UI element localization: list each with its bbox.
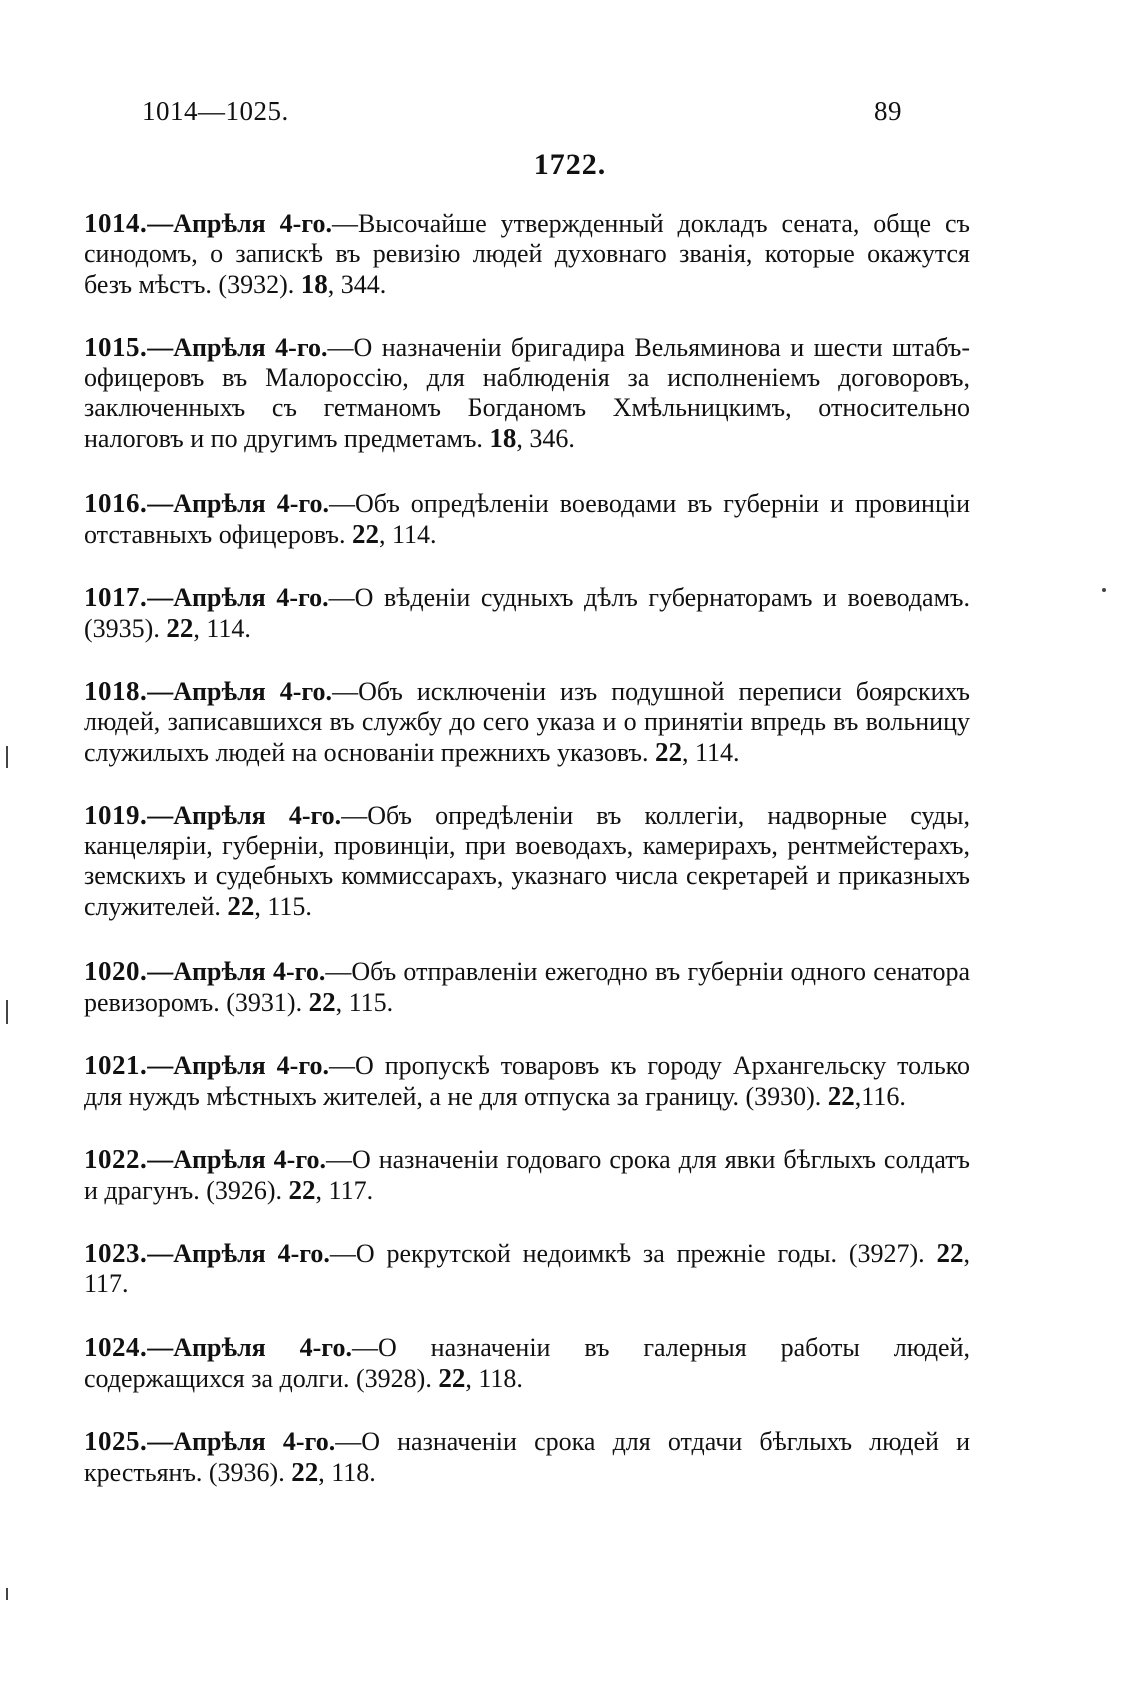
entry-volume: 22 [352,519,379,549]
entry-1017 [84,582,970,644]
entry-text: —О назначеніи въ галерныя работы людей, содержащихся за долги. (3928). [84,1333,971,1393]
entry-number: 1025. [84,1426,148,1456]
entry-page: , 117. [315,1176,374,1205]
entry-number: 1024. [84,1332,148,1362]
entry-volume: 18 [489,423,517,453]
entry-page: , 344. [327,270,387,299]
entry-date: —Апрѣля 4-го. [147,1427,336,1456]
entry-number: 1019. [84,800,148,830]
entry-volume: 22 [166,613,194,643]
entry-page: , 114. [379,520,437,549]
entry-page: , 118. [465,1364,523,1393]
scan-margin-mark [6,746,8,768]
scan-margin-mark [6,1588,8,1600]
entry-text: —Объ опредѣленіи воеводами въ губерніи и провинціи отставныхъ офицеровъ. [84,489,970,549]
entry-volume: 22 [654,737,682,767]
entry-text: —Объ опредѣленіи въ коллегіи, надворные суды, канцеляріи, губерніи, провинціи, при воеводахъ, камерирахъ, рентмейстерахъ, земскихъ и судебныхъ коммиссарахъ, указнаго числа секретарей и приказныхъ служителей. [84,801,970,921]
entry-page: , 115. [254,892,312,921]
entry-1014 [84,208,970,300]
entry-date: —Апрѣля 4-го. [147,1145,326,1174]
entry-1021 [84,1050,970,1112]
entry-1019 [84,800,970,922]
scan-margin-mark [6,1000,8,1024]
entry-date: —Апрѣля 4-го. [147,801,342,830]
entry-text: —О вѣденіи судныхъ дѣлъ губернаторамъ и воеводамъ. (3935). [84,583,970,643]
entry-page: , 346. [516,424,575,453]
entry-number: 1016. [84,488,148,518]
entry-volume: 22 [936,1238,964,1268]
scan-speck [1102,588,1106,592]
entry-text: —О пропускѣ товаровъ къ городу Архангельску только для нуждъ мѣстныхъ жителей, а не для отпуска за границу. (3930). [84,1051,970,1111]
entry-text: —О назначеніи бригадира Вельяминова и шести штабъ-офицеровъ въ Малороссію, для наблюденія за исполненіемъ договоровъ, заключенныхъ съ гетманомъ Богданомъ Хмѣльницкимъ, относительно налоговъ и по другимъ предметамъ. [84,333,970,453]
entry-page: , 114. [193,614,251,643]
entry-text: —Высочайше утвержденный докладъ сената, обще съ синодомъ, о запискѣ въ ревизію людей духовнаго званія, которые окажутся безъ мѣстъ. (3932). [84,209,970,299]
entry-volume: 22 [227,891,255,921]
year-heading: 1722. [533,148,607,181]
entry-number: 1018. [84,676,148,706]
entry-number: 1015. [84,332,148,362]
entry-1020 [84,956,970,1018]
entry-number: 1022. [84,1144,148,1174]
page-number: 89 [874,96,902,126]
entry-number: 1021. [84,1050,148,1080]
entry-page: ,116. [854,1082,906,1111]
entry-date: —Апрѣля 4-го. [147,1051,329,1080]
entry-1023 [84,1238,970,1299]
entry-1015 [84,332,970,454]
entry-number: 1014. [84,208,148,238]
entry-volume: 22 [827,1081,855,1111]
entry-text: —О назначеніи годоваго срока для явки бѣглыхъ солдатъ и драгунъ. (3926). [84,1145,970,1205]
entry-1025 [84,1426,970,1488]
entry-volume: 22 [438,1363,466,1393]
entry-text: —Объ исключеніи изъ подушной переписи боярскихъ людей, записавшихся въ службу до сего указа и о принятіи впредь въ вольницу служилыхъ людей на основаніи прежнихъ указовъ. [84,677,971,767]
entry-text: —О назначеніи срока для отдачи бѣглыхъ людей и крестьянъ. (3936). [84,1427,971,1487]
entry-date: —Апрѣля 4-го. [147,583,329,612]
entry-volume: 22 [288,1175,316,1205]
entry-date: —Апрѣля 4-го. [147,489,330,518]
entry-date: —Апрѣля 4-го. [147,1333,352,1362]
entry-1016 [84,488,970,550]
entry-number: 1017. [84,582,148,612]
entry-date: —Апрѣля 4-го. [147,209,332,238]
entry-1022 [84,1144,970,1206]
entry-page: , 115. [335,988,394,1017]
entry-text: —Объ отправленіи ежегодно въ губерніи одного сенатора ревизоромъ. (3931). [84,957,970,1017]
entry-date: —Апрѣля 4-го. [147,333,328,362]
entry-1024 [84,1332,970,1394]
entry-1018 [84,676,970,768]
entry-number: 1020. [84,956,148,986]
entry-number: 1023. [84,1238,148,1268]
entry-volume: 22 [291,1457,319,1487]
entry-volume: 22 [308,987,336,1017]
entry-date: —Апрѣля 4-го. [147,957,326,986]
entry-volume: 18 [300,269,328,299]
entry-text: —О рекрутской недоимкѣ за прежніе годы. (3927). [329,1239,925,1268]
entry-page: , 118. [318,1458,376,1487]
entry-date: —Апрѣля 4-го. [147,1239,330,1268]
entry-page: , 117. [84,1239,970,1298]
entry-page: , 114. [681,738,740,767]
entry-date: —Апрѣля 4-го. [147,677,333,706]
entry-range-header: 1014—1025. [142,96,289,126]
